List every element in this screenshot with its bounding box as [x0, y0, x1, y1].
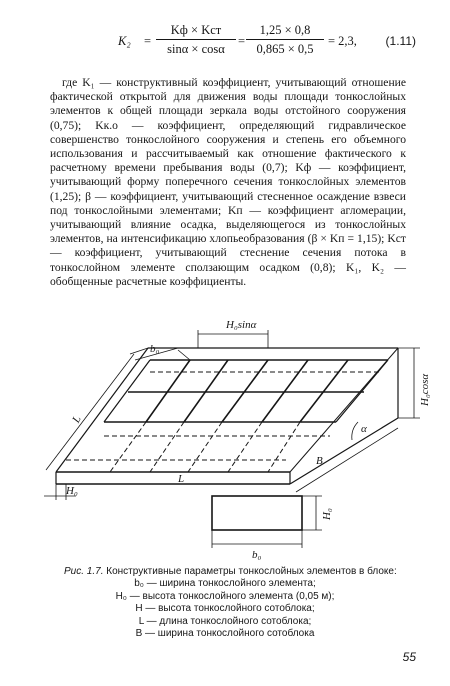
label-b0-top: b₀	[150, 343, 160, 355]
label-B: B	[316, 455, 323, 467]
label-h0-cos-alpha: H₀cosα	[419, 373, 431, 406]
dashed-partition	[268, 422, 300, 472]
caption-line: H₀ — высота тонкослойного элемента (0,05 м);	[115, 590, 335, 602]
partition	[146, 360, 190, 422]
section-rectangle	[212, 496, 302, 530]
caption-line: H — высота тонкослойного сотоблока;	[135, 603, 315, 615]
caption-line: b₀ — ширина тонкослойного элемента;	[134, 578, 316, 590]
partition	[222, 360, 268, 422]
partition	[300, 360, 348, 422]
partition	[262, 360, 308, 422]
label-section-b0: b₀	[252, 549, 262, 561]
dashed-partition	[188, 422, 222, 472]
dashed-partition	[228, 422, 262, 472]
label-section-h0: H₀	[321, 508, 333, 520]
label-L-bottom: L	[178, 473, 185, 485]
formula-equals: =	[144, 34, 152, 48]
caption-line: L — длина тонкослойного сотоблока;	[138, 615, 312, 627]
dim-line-B	[296, 428, 398, 492]
dashed-partition	[110, 422, 146, 472]
partition	[184, 360, 228, 422]
formula-equals: =	[238, 34, 246, 48]
block-right-bottom	[290, 418, 398, 484]
label-L-side: L	[70, 413, 84, 425]
label-alpha: α	[361, 423, 367, 435]
caption-line: B — ширина тонкослойного сотоблока	[135, 628, 315, 640]
dim-line-L-side	[46, 354, 134, 470]
formula-result: = 2,3,	[328, 34, 357, 48]
formula-lhs: K₂	[118, 34, 131, 48]
equation-number: (1.11)	[385, 34, 416, 48]
fraction-numerator: 1,25 × 0,8	[246, 22, 324, 40]
caption-title-text: Конструктивные параметры тонкослойных элементов в блоке:	[106, 566, 397, 577]
inner-right-line	[336, 360, 388, 422]
dim-extension	[178, 350, 190, 360]
definitions-paragraph: где K₁ — конструктивный коэффициент, учитывающий отношение фактической открытой для движения воды площади тонкослойных элементов к общей площади зеркала воды отстойного сооружения (0,75); Kк.о — коэффициент, определяющий гидравлическое совершенство тонкослойного сооружения и степень его объемного использования и рассчитываемый как отношение фактического к расчетному времени пребывания воды (0,7); Kф — коэффициент, учитывающий форму поперечного сечения тонкослойных элементов (1,25); β — коэффициент, учитывающий стесненное осаждение взвеси под тонкослойными элементами; Kп — коэффициент агломерации, учитывающий влияние осадка, выделяющегося из тонкослойных элементов, на интенсификацию хлопьеобразования (β × Kп = 1,15); Kст — коэффициент, учитывающий стеснение сечения потока в тонкослойном элементе сползающим осадком (0,8); K₁, K₂ — обобщенные расчетные коэффициенты.	[50, 76, 406, 288]
fraction-denominator: sinα × cosα	[167, 42, 225, 56]
dashed-partition	[150, 422, 184, 472]
alpha-arc	[352, 422, 358, 440]
fraction-numerator: Kф × Kст	[156, 22, 236, 40]
caption-figure-number: Рис. 1.7.	[64, 566, 104, 577]
figure-caption	[0, 566, 450, 640]
fraction-denominator: 0,865 × 0,5	[256, 42, 314, 56]
label-h0-sin-alpha: H₀sinα	[226, 319, 257, 331]
caption-title	[0, 566, 450, 578]
label-h0-bottom: H₀	[66, 485, 78, 497]
page-number: 55	[402, 650, 416, 664]
block-left-slant	[56, 348, 148, 472]
inner-left-line	[104, 360, 150, 422]
